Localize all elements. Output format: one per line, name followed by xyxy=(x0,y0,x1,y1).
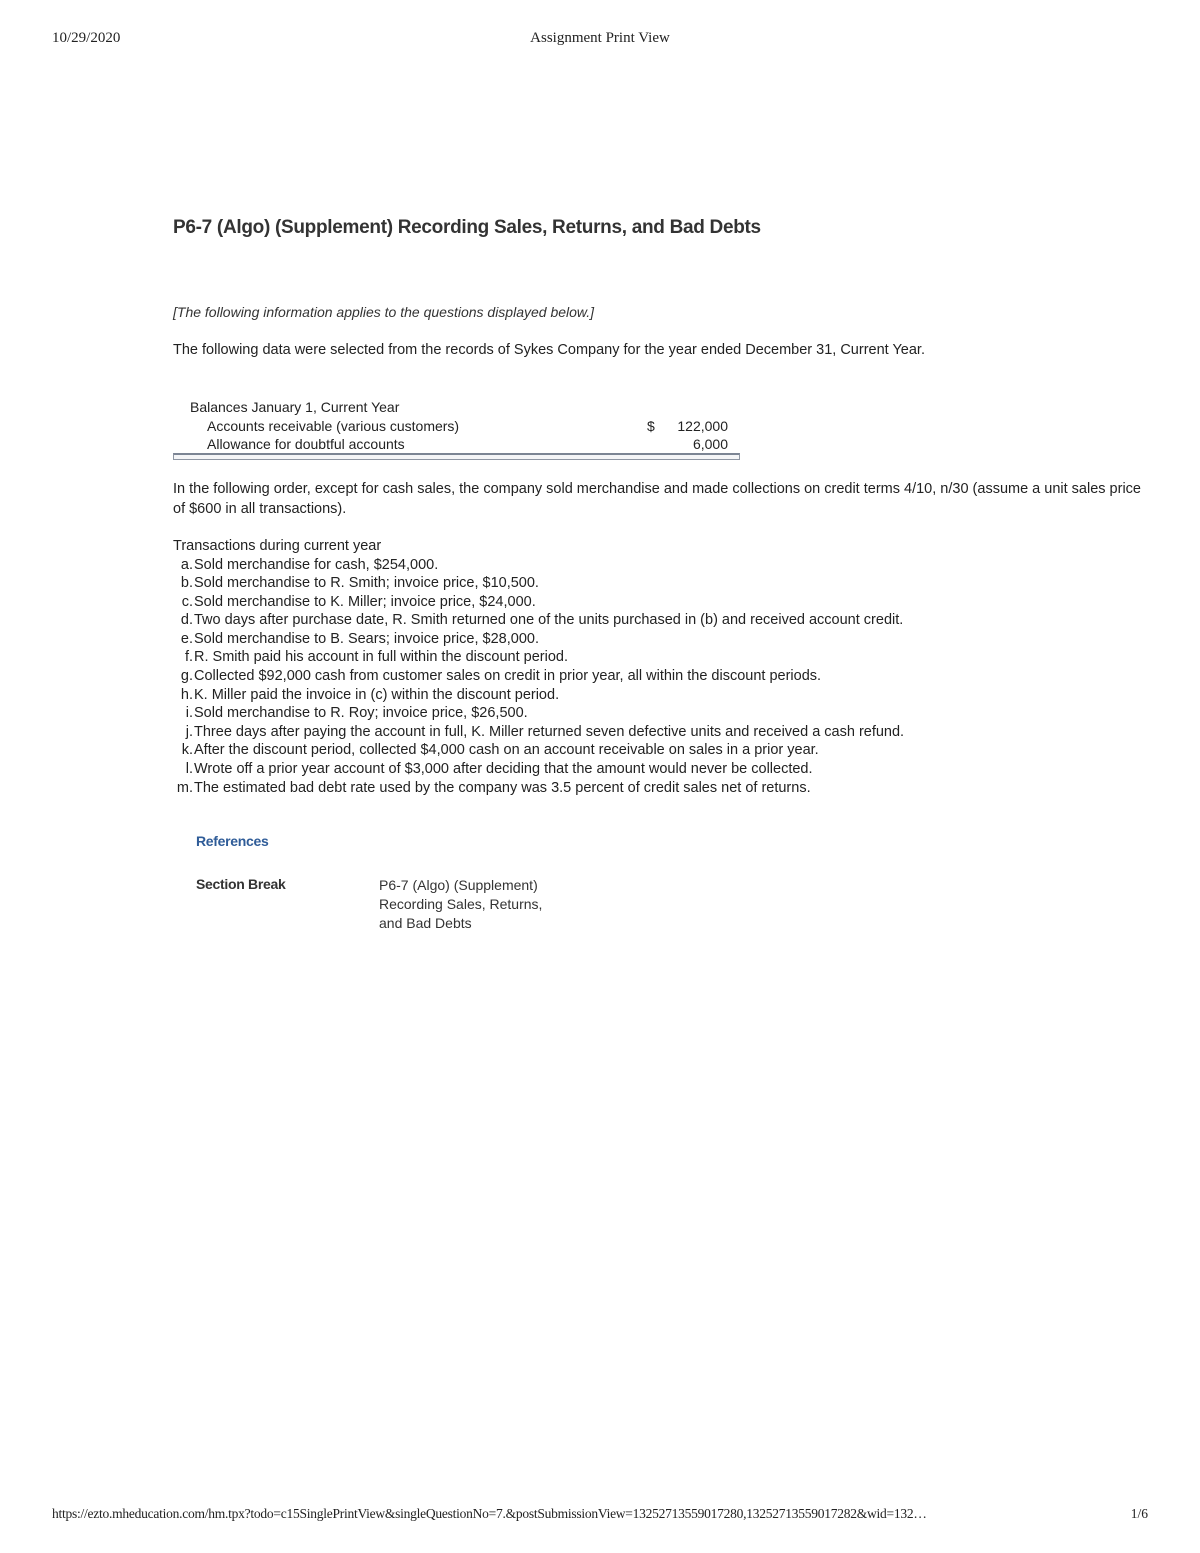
transaction-letter: c. xyxy=(181,593,193,610)
transaction-text: R. Smith paid his account in full within the discount period. xyxy=(194,649,568,666)
balance-currency: $ xyxy=(647,417,655,434)
balances-heading: Balances January 1, Current Year xyxy=(190,399,400,415)
transaction-item-e xyxy=(173,630,904,649)
section-break-line: P6-7 (Algo) (Supplement) xyxy=(379,877,538,893)
transaction-text: After the discount period, collected $4,000 cash on an account receivable on sales in a prior year. xyxy=(194,742,819,759)
transaction-letter: a. xyxy=(180,556,193,573)
intro-text: The following data were selected from the records of Sykes Company for the year ended December 31, Current Year. xyxy=(173,342,925,358)
transaction-item-k xyxy=(173,741,904,760)
section-break-line: Recording Sales, Returns, xyxy=(379,896,543,912)
transaction-letter: h. xyxy=(180,686,193,703)
section-break-label: Section Break xyxy=(196,876,286,892)
transaction-item-d xyxy=(173,611,904,630)
balance-amount: 6,000 xyxy=(692,436,728,452)
transaction-item-f xyxy=(173,648,904,667)
references-link[interactable]: References xyxy=(196,833,269,849)
transaction-letter: f. xyxy=(184,649,193,666)
section-break-line: and Bad Debts xyxy=(379,915,472,931)
transaction-item-b xyxy=(173,574,904,593)
transaction-letter: g. xyxy=(180,668,193,685)
footer-url: https://ezto.mheducation.com/hm.tpx?todo=c15SinglePrintView&singleQuestionNo=7.&postSubmissionView=13252713559017280,13252713559017282&wid=132… xyxy=(52,1506,927,1521)
print-date: 10/29/2020 xyxy=(52,30,121,46)
transaction-item-c xyxy=(173,593,904,612)
transaction-text: The estimated bad debt rate used by the company was 3.5 percent of credit sales net of returns. xyxy=(194,779,811,796)
intro-note: [The following information applies to the questions displayed below.] xyxy=(173,304,595,320)
transaction-text: Sold merchandise to R. Smith; invoice price, $10,500. xyxy=(194,575,539,592)
balances-heading-row xyxy=(173,398,740,417)
print-title: Assignment Print View xyxy=(530,30,670,46)
transaction-letter: b. xyxy=(180,575,193,592)
transaction-item-i xyxy=(173,704,904,723)
problem-title: P6-7 (Algo) (Supplement) Recording Sales, Returns, and Bad Debts xyxy=(173,217,761,238)
section-break-text xyxy=(379,876,579,933)
balance-label: Allowance for doubtful accounts xyxy=(207,436,405,452)
terms-text: In the following order, except for cash sales, the company sold merchandise and made collections on credit terms 4/10, n/30 (assume a unit sales price of $600 in all transactions). xyxy=(173,481,1141,517)
transaction-item-g xyxy=(173,667,904,686)
transaction-text: Wrote off a prior year account of $3,000 after deciding that the amount would never be collected. xyxy=(194,761,813,778)
transaction-letter: m. xyxy=(176,779,193,796)
transaction-text: Sold merchandise to K. Miller; invoice price, $24,000. xyxy=(194,593,536,610)
balance-label: Accounts receivable (various customers) xyxy=(207,417,460,434)
transaction-item-h xyxy=(173,686,904,705)
balances-row-allowance xyxy=(173,435,740,454)
table-horizontal-scrollbar[interactable] xyxy=(173,453,740,460)
balances-table xyxy=(173,398,740,454)
transaction-letter: d. xyxy=(180,612,193,629)
transaction-text: Three days after paying the account in full, K. Miller returned seven defective units and received a cash refund. xyxy=(194,723,905,740)
transaction-item-l xyxy=(173,760,904,779)
balances-row-accounts-receivable xyxy=(173,417,740,436)
transaction-item-m xyxy=(173,779,904,798)
footer-page-number: 1/6 xyxy=(1130,1506,1148,1521)
transactions-heading: Transactions during current year xyxy=(173,538,382,554)
print-footer xyxy=(0,1506,1200,1524)
transaction-item-j xyxy=(173,723,904,742)
transaction-text: Collected $92,000 cash from customer sales on credit in prior year, all within the discount periods. xyxy=(194,668,822,685)
transaction-letter: e. xyxy=(180,630,193,647)
transaction-letter: l. xyxy=(185,761,193,778)
transaction-text: K. Miller paid the invoice in (c) within the discount period. xyxy=(194,686,560,703)
transaction-text: Sold merchandise for cash, $254,000. xyxy=(194,556,439,573)
transactions-list xyxy=(173,556,904,798)
transactions xyxy=(173,537,904,797)
transaction-text: Sold merchandise to B. Sears; invoice price, $28,000. xyxy=(194,630,539,647)
print-header xyxy=(0,30,1200,50)
transaction-letter: k. xyxy=(181,742,193,759)
transaction-letter: i. xyxy=(185,705,193,722)
transaction-letter: j. xyxy=(185,723,193,740)
transaction-text: Sold merchandise to R. Roy; invoice price, $26,500. xyxy=(194,705,528,722)
transaction-item-a xyxy=(173,556,904,575)
balance-amount: 122,000 xyxy=(677,417,728,434)
transaction-text: Two days after purchase date, R. Smith returned one of the units purchased in (b) and received account credit. xyxy=(194,612,904,629)
